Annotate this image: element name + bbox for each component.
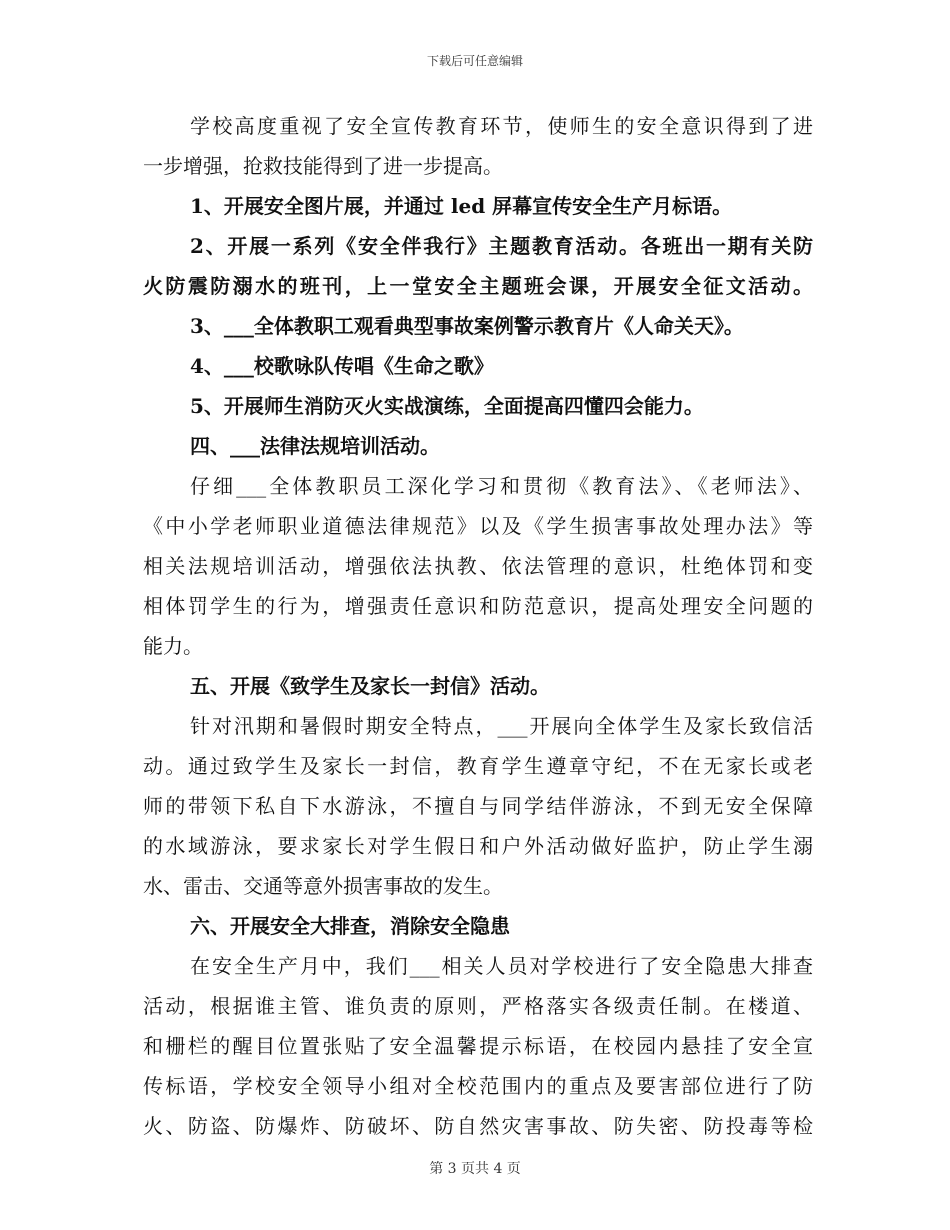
paragraph-line: 师的带领下私自下水游泳，不擅自与同学结伴游泳，不到无安全保障 xyxy=(143,794,813,818)
paragraph-line: 活动，根据谁主管、谁负责的原则，严格落实各级责任制。在楼道、 xyxy=(143,994,813,1018)
paragraph-line: 一步增强，抢救技能得到了进一步提高。 xyxy=(143,154,503,178)
paragraph-line: 能力。 xyxy=(143,634,203,658)
list-item: 1、开展安全图片展，并通过 led 屏幕宣传安全生产月标语。 xyxy=(190,194,733,218)
list-item: 3、___全体教职工观看典型事故案例警示教育片《人命关天》。 xyxy=(190,314,744,338)
list-item: 5、开展师生消防灭火实战演练，全面提高四懂四会能力。 xyxy=(190,394,704,418)
paragraph-line: 针对汛期和暑假时期安全特点，___开展向全体学生及家长致信活 xyxy=(190,714,813,738)
paragraph-line: 《中小学老师职业道德法律规范》以及《学生损害事故处理办法》等 xyxy=(143,514,813,538)
list-item: 火防震防溺水的班刊，上一堂安全主题班会课，开展安全征文活动。 xyxy=(143,274,813,298)
section-heading: 四、___法律法规培训活动。 xyxy=(190,434,440,458)
page-header: 下载后可任意编辑 xyxy=(426,54,523,68)
paragraph-line: 学校高度重视了安全宣传教育环节，使师生的安全意识得到了进 xyxy=(190,114,813,138)
paragraph-line: 水、雷击、交通等意外损害事故的发生。 xyxy=(143,874,503,898)
paragraph-line: 火、防盗、防爆炸、防破坏、防自然灾害事故、防失密、防投毒等检 xyxy=(143,1114,813,1138)
paragraph-line: 相关法规培训活动，增强依法执教、依法管理的意识，杜绝体罚和变 xyxy=(143,554,813,578)
page-footer: 第 3 页共 4 页 xyxy=(429,1161,521,1177)
list-item: 4、___校歌咏队传唱《生命之歌》 xyxy=(190,354,494,378)
paragraph-line: 的水域游泳，要求家长对学生假日和户外活动做好监护，防止学生溺 xyxy=(143,834,813,858)
section-heading: 六、开展安全大排查，消除安全隐患 xyxy=(190,914,510,938)
document-body xyxy=(143,106,813,1146)
paragraph-line: 在安全生产月中，我们___相关人员对学校进行了安全隐患大排查 xyxy=(190,954,813,978)
paragraph-line: 仔细___全体教职员工深化学习和贯彻《教育法》、《老师法》、 xyxy=(190,474,813,498)
paragraph-line: 和栅栏的醒目位置张贴了安全温馨提示标语，在校园内悬挂了安全宣 xyxy=(143,1034,813,1058)
paragraph-line: 相体罚学生的行为，增强责任意识和防范意识，提高处理安全问题的 xyxy=(143,594,813,618)
paragraph-line: 传标语，学校安全领导小组对全校范围内的重点及要害部位进行了防 xyxy=(143,1074,813,1098)
section-heading: 五、开展《致学生及家长一封信》活动。 xyxy=(190,674,550,698)
list-item: 2、开展一系列《安全伴我行》主题教育活动。各班出一期有关防 xyxy=(190,234,813,258)
paragraph-line: 动。通过致学生及家长一封信，教育学生遵章守纪，不在无家长或老 xyxy=(143,754,813,778)
